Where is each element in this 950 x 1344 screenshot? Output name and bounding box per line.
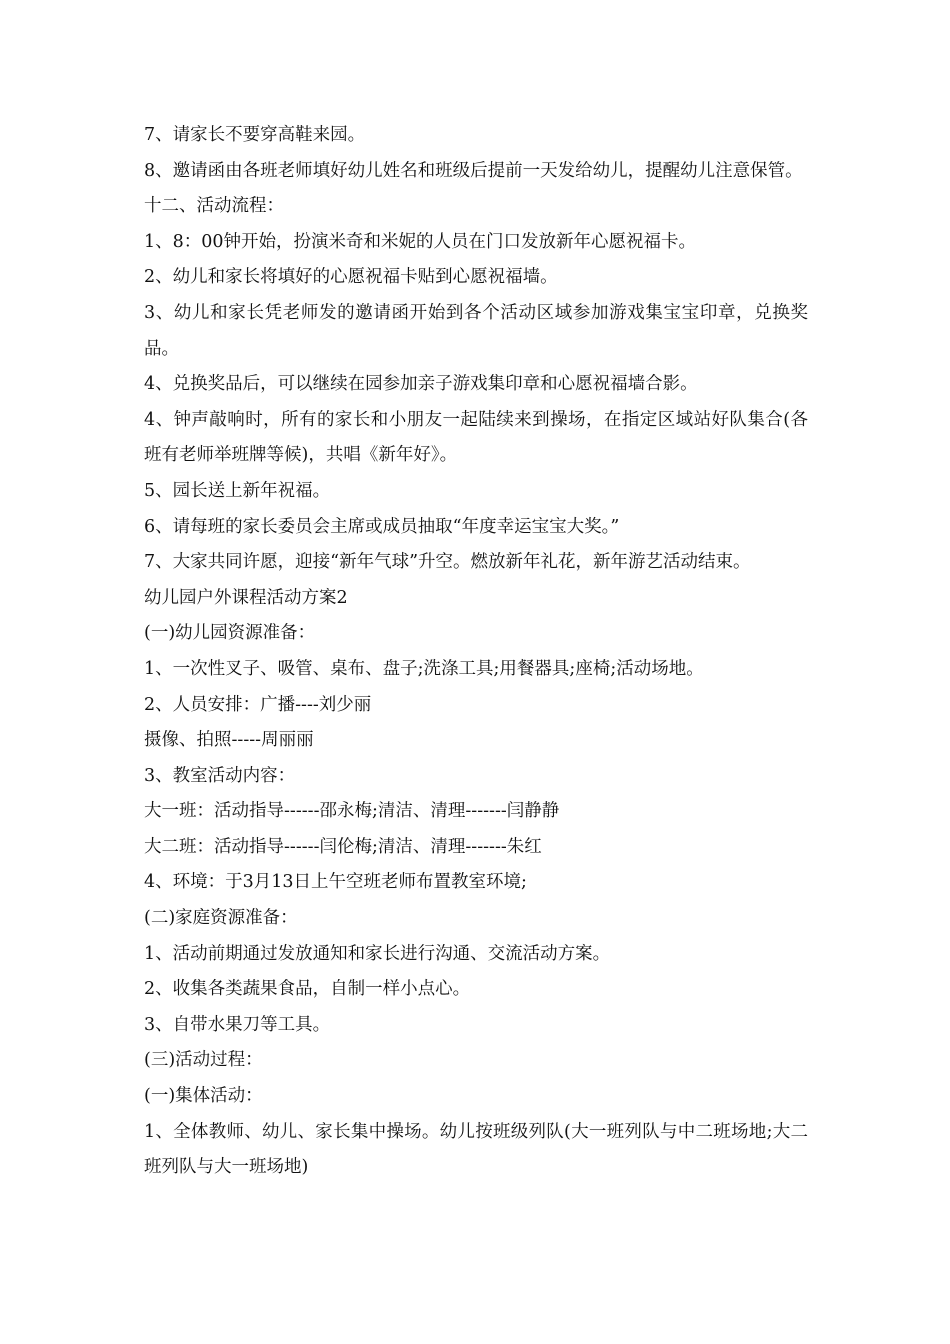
section-heading: 幼儿园户外课程活动方案2 [144,587,348,608]
paragraph: 7、大家共同许愿，迎接“新年气球”升空。燃放新年礼花，新年游艺活动结束。 [144,552,751,573]
document-body [144,118,808,1186]
paragraph: 8、邀请函由各班老师填好幼儿姓名和班级后提前一天发给幼儿，提醒幼儿注意保管。 [144,160,803,181]
paragraph: 1、全体教师、幼儿、家长集中操场。幼儿按班级列队(大一班列队与中二班场地;大二班列队与大一班场地) [144,1121,808,1178]
paragraph: 3、教室活动内容： [144,765,296,786]
paragraph: 4、环境：于3月13日上午空班老师布置教室环境; [144,872,527,893]
paragraph: 1、活动前期通过发放通知和家长进行沟通、交流活动方案。 [144,943,611,964]
section-heading: (一)集体活动： [144,1086,263,1107]
paragraph: 2、收集各类蔬果食品，自制一样小点心。 [144,979,471,1000]
paragraph: 2、幼儿和家长将填好的心愿祝福卡贴到心愿祝福墙。 [144,267,558,288]
paragraph: 4、兑换奖品后，可以继续在园参加亲子游戏集印章和心愿祝福墙合影。 [144,374,698,395]
paragraph: 3、幼儿和家长凭老师发的邀请函开始到各个活动区域参加游戏集宝宝印章，兑换奖品。 [144,302,808,359]
paragraph: 5、园长送上新年祝福。 [144,480,331,501]
section-heading: (二)家庭资源准备： [144,908,298,929]
section-heading: (三)活动过程： [144,1050,263,1071]
paragraph: 7、请家长不要穿高鞋来园。 [144,125,366,145]
section-heading: (一)幼儿园资源准备： [144,623,316,644]
section-heading: 十二、活动流程： [144,196,284,217]
paragraph: 3、自带水果刀等工具。 [144,1014,331,1035]
paragraph: 4、钟声敲响时，所有的家长和小朋友一起陆续来到操场，在指定区域站好队集合(各班有老师举班牌等候)，共唱《新年好》。 [144,409,808,466]
paragraph: 摄像、拍照-----周丽丽 [144,730,314,751]
paragraph: 2、人员安排：广播----刘少丽 [144,694,372,715]
paragraph: 1、一次性叉子、吸管、桌布、盘子;洗涤工具;用餐器具;座椅;活动场地。 [144,658,704,679]
paragraph: 大一班：活动指导------邵永梅;清洁、清理-------闫静静 [144,801,560,822]
paragraph: 1、8：00钟开始，扮演米奇和米妮的人员在门口发放新年心愿祝福卡。 [144,231,697,252]
paragraph: 6、请每班的家长委员会主席或成员抽取“年度幸运宝宝大奖。” [144,516,620,537]
paragraph: 大二班：活动指导------闫伦梅;清洁、清理-------朱红 [144,836,542,857]
